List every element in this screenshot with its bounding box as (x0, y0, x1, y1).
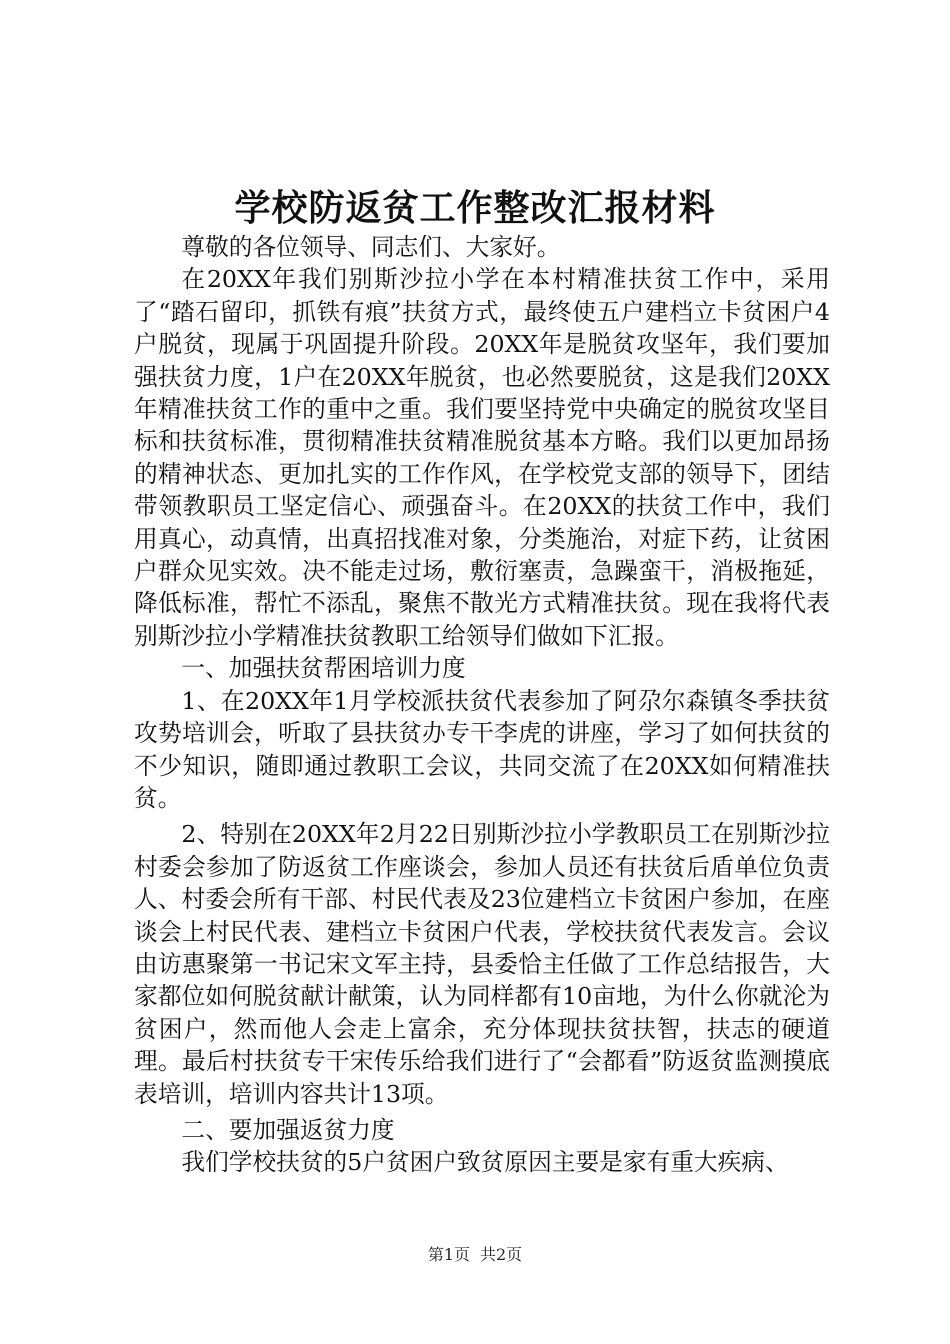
paragraph-section-2: 我们学校扶贫的5户贫困户致贫原因主要是家有重大疾病、 (181, 1148, 789, 1177)
paragraph-item-2: 2、特别在20XX年2月22日别斯沙拉小学教职员工在别斯沙拉村委会参加了防返贫工作座谈会，参加人员还有扶贫后盾单位负责人、村委会所有干部、村民代表及23位建档立卡贫困户参加，在座谈会上村民代表、建档立卡贫困户代表，学校扶贫代表发言。会议由访惠聚第一书记宋文军主持，县委恰主任做了工作总结报告，大家都位如何脱贫献计献策，认为同样都有10亩地，为什么你就沦为贫困户，然而他人会走上富余，充分体现扶贫扶智，扶志的硬道理。最后村扶贫专干宋传乐给我们进行了“会都看”防返贫监测摸底表培训，培训内容共计13项。 (134, 820, 830, 1108)
paragraph-intro: 在20XX年我们别斯沙拉小学在本村精准扶贫工作中，采用了“踏石留印，抓铁有痕”扶贫方式，最终使五户建档立卡贫困户4户脱贫，现属于巩固提升阶段。20XX年是脱贫攻坚年，我们要加强扶贫力度，1户在20XX年脱贫，也必然要脱贫，这是我们20XX年精准扶贫工作的重中之重。我们要坚持党中央确定的脱贫攻坚目标和扶贫标准，贯彻精准扶贫精准脱贫基本方略。我们以更加昂扬的精神状态、更加扎实的工作作风，在学校党支部的领导下，团结带领教职员工坚定信心、顽强奋斗。在20XX的扶贫工作中，我们用真心，动真情，出真招找准对象，分类施治，对症下药，让贫困户群众见实效。决不能走过场，敷衍塞责，急躁蛮干，消极拖延，降低标准，帮忙不添乱，聚焦不散光方式精准扶贫。现在我将代表别斯沙拉小学精准扶贫教职工给领导们做如下汇报。 (134, 265, 830, 650)
document-title: 学校防返贫工作整改汇报材料 (234, 188, 716, 229)
paragraph-item-1: 1、在20XX年1月学校派扶贫代表参加了阿尕尔森镇冬季扶贫攻势培训会，听取了县扶贫办专干李虎的讲座，学习了如何扶贫的不少知识，随即通过教职工会议，共同交流了在20XX如何精准扶贫。 (134, 686, 830, 812)
paragraph-greeting: 尊敬的各位领导、同志们、大家好。 (181, 233, 561, 261)
section-heading-2: 二、要加强返贫力度 (181, 1115, 395, 1144)
page-number: 第1页 (427, 1245, 470, 1264)
document-body (134, 231, 830, 1179)
page-total: 共2页 (480, 1245, 523, 1264)
page-footer (0, 1244, 950, 1266)
section-heading-1: 一、加强扶贫帮困培训力度 (181, 654, 466, 683)
